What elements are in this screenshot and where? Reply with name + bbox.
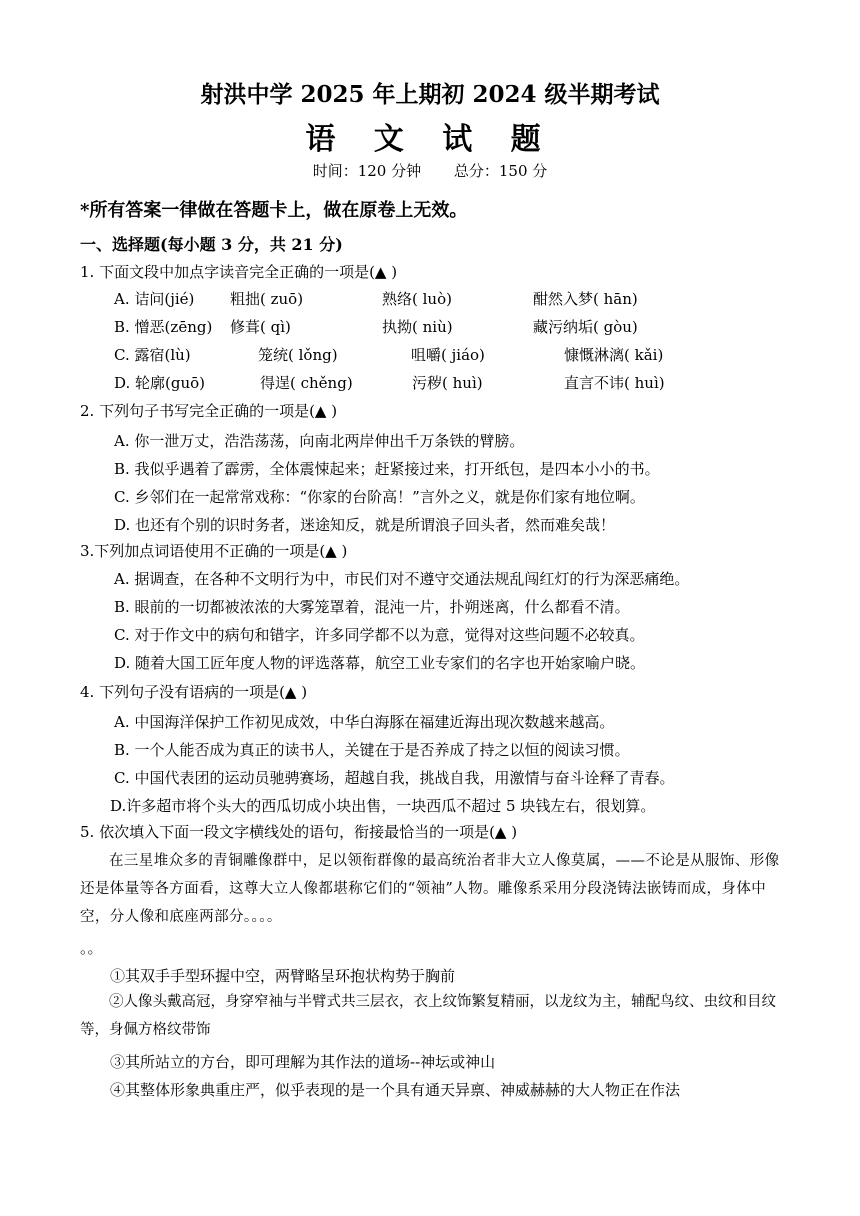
- q1-option-d4: 直言不讳( huì): [564, 374, 665, 392]
- subject-title: 语 文 试 题: [305, 122, 555, 157]
- section-heading: 一、选择题(每小题 3 分，共 21 分): [80, 235, 343, 254]
- q5-item-1: ①其双手手型环握中空，两臂略呈环抱状构势于胸前: [110, 967, 456, 985]
- q3-option-d: D. 随着大国工匠年度人物的评选落幕，航空工业专家们的名字也开始家喻户晓。: [114, 654, 646, 672]
- q5-item-3: ③其所站立的方台，即可理解为其作法的道场--神坛或神山: [110, 1053, 496, 1071]
- q1-option-c3: 咀嚼( jiáo): [411, 346, 485, 364]
- q3-option-a: A. 据调查，在各种不文明行为中，市民们对不遵守交通法规乱闯红灯的行为深恶痛绝。: [114, 570, 690, 588]
- q4-stem: 4. 下列句子没有语病的一项是(▲ ): [80, 683, 308, 701]
- q1-option-a2: 粗拙( zuō): [230, 290, 304, 308]
- q3-option-b: B. 眼前的一切都被浓浓的大雾笼罩着，混沌一片，扑朔迷离，什么都看不清。: [114, 598, 630, 616]
- q2-stem: 2. 下列句子书写完全正确的一项是(▲ ): [80, 402, 338, 420]
- q2-option-b: B. 我似乎遇着了霹雳，全体震悚起来；赶紧接过来，打开纸包，是四本小小的书。: [114, 460, 660, 478]
- q1-option-b3: 执拗( niù): [382, 318, 453, 336]
- q2-option-d: D. 也还有个别的识时务者，迷途知反，就是所谓浪子回头者，然而难矣哉！: [114, 516, 616, 534]
- q5-passage-tail: 。。: [80, 939, 103, 957]
- q4-option-a: A. 中国海洋保护工作初见成效，中华白海豚在福建近海出现次数越来越高。: [114, 713, 615, 731]
- q1-option-c1: C. 露宿(lù): [114, 346, 191, 364]
- q1-option-b2: 修葺( qì): [230, 318, 291, 336]
- answer-notice: *所有答案一律做在答题卡上，做在原卷上无效。: [80, 200, 468, 221]
- q1-option-d1: D. 轮廓(guō): [114, 374, 206, 392]
- q4-option-d: D.许多超市将个头大的西瓜切成小块出售，一块西瓜不超过 5 块钱左右，很划算。: [110, 797, 656, 815]
- q4-option-c: C. 中国代表团的运动员驰骋赛场，超越自我，挑战自我，用激情与奋斗诠释了青春。: [114, 769, 675, 787]
- q1-option-b4: 藏污纳垢( gòu): [533, 318, 638, 336]
- q2-option-c: C. 乡邻们在一起常常戏称：“你家的台阶高！”言外之义，就是你们家有地位啊。: [114, 488, 645, 506]
- q1-option-d3: 污秽( huì): [412, 374, 483, 392]
- q1-option-a4: 酣然入梦( hān): [533, 290, 638, 308]
- q1-option-d2: 得逞( chěng): [260, 374, 353, 392]
- q1-stem: 1. 下面文段中加点字读音完全正确的一项是(▲ ): [80, 263, 398, 281]
- q1-option-c2: 笼统( lǒng): [258, 346, 338, 364]
- exam-title: 射洪中学 2025 年上期初 2024 级半期考试: [200, 81, 660, 108]
- q5-passage: 在三星堆众多的青铜雕像群中，足以领衔群像的最高统治者非大立人像莫属，——不论是从服饰、形像还是体量等各方面看，这尊大立人像都堪称它们的“领袖”人物。雕像系采用分段浇铸法嵌铸而成，身体中空，分人像和底座两部分。。。。: [80, 853, 780, 925]
- q1-option-b1: B. 憎恶(zēng): [114, 318, 213, 336]
- q4-option-b: B. 一个人能否成为真正的读书人，关键在于是否养成了持之以恒的阅读习惯。: [114, 741, 630, 759]
- q3-stem: 3.下列加点词语使用不正确的一项是(▲ ): [80, 542, 348, 560]
- time-label: 时间：120 分钟: [312, 162, 422, 180]
- exam-meta: [0, 160, 860, 181]
- q1-option-a1: A. 诘问(jié): [114, 290, 195, 308]
- q2-option-a: A. 你一泄万丈，浩浩荡荡，向南北两岸伸出千万条铁的臂膀。: [114, 432, 525, 450]
- q1-option-a3: 熟络( luò): [382, 290, 452, 308]
- score-label: 总分：150 分: [453, 162, 548, 180]
- q5-item-4: ④其整体形象典重庄严，似乎表现的是一个具有通天异禀、神威赫赫的大人物正在作法: [110, 1081, 681, 1099]
- q5-stem: 5. 依次填入下面一段文字横线处的语句，衔接最恰当的一项是(▲ ): [80, 823, 518, 841]
- q5-item-2: ②人像头戴高冠，身穿窄袖与半臂式共三层衣，衣上纹饰繁复精丽，以龙纹为主，辅配鸟纹、虫纹和目纹等，身佩方格纹带饰: [80, 994, 776, 1038]
- q1-option-c4: 慷慨淋漓( kǎi): [564, 346, 664, 364]
- q3-option-c: C. 对于作文中的病句和错字，许多同学都不以为意，觉得对这些问题不必较真。: [114, 626, 645, 644]
